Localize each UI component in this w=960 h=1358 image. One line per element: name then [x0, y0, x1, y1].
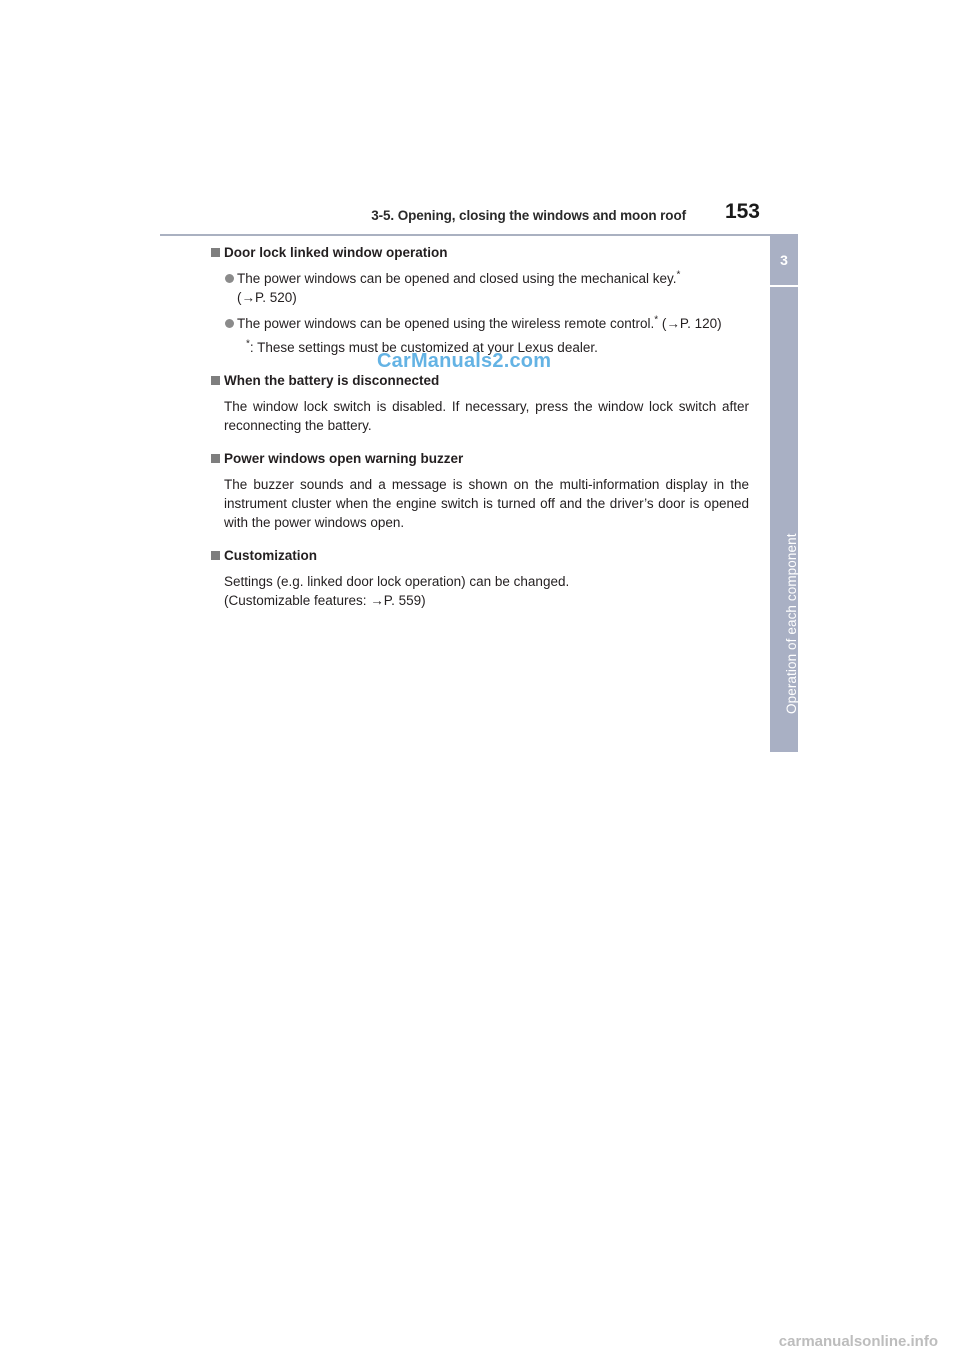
section-battery [211, 371, 749, 435]
section-buzzer [211, 449, 749, 532]
heading-text: Power windows open warning buzzer [224, 451, 464, 466]
round-bullet-icon [225, 319, 234, 328]
chapter-number: 3 [780, 252, 788, 268]
bullet-text: The power windows can be opened and closed using the mechanical key. [237, 271, 677, 286]
section-heading [211, 546, 749, 565]
section-paragraph [211, 572, 749, 610]
list-item [211, 314, 749, 333]
page-reference-link[interactable]: (Customizable features: →P. 559) [224, 593, 426, 608]
footnote-text: : These settings must be customized at your Lexus dealer. [249, 340, 598, 355]
section-heading [211, 449, 749, 468]
section-heading [211, 371, 749, 390]
page-content [211, 243, 749, 624]
heading-text: Customization [224, 548, 317, 563]
footer-watermark: carmanualsonline.info [778, 1333, 938, 1350]
list-item [211, 269, 749, 307]
section-door-lock [211, 243, 749, 357]
side-tab-divider [770, 285, 798, 287]
section-heading [211, 243, 749, 262]
header-title: 3-5. Opening, closing the windows and moon roof [371, 208, 686, 223]
paragraph-line: Settings (e.g. linked door lock operation) can be changed. [224, 574, 570, 589]
section-paragraph: The buzzer sounds and a message is shown on the multi-information display in the instrument cluster when the engine switch is turned off and the driver’s door is opened with the power windows open. [224, 477, 749, 530]
footnote-marker: * [246, 338, 250, 350]
chapter-side-tab[interactable]: 3 Operation of each component [770, 234, 798, 752]
bullet-text: The power windows can be opened using the wireless remote control. [237, 316, 655, 331]
section-paragraph: The window lock switch is disabled. If necessary, press the window lock switch after reconnecting the battery. [224, 399, 749, 433]
square-bullet-icon [211, 551, 220, 560]
page-number: 153 [724, 200, 760, 223]
footnote-marker: * [654, 314, 659, 326]
section-customization [211, 546, 749, 610]
square-bullet-icon [211, 454, 220, 463]
page-header [160, 200, 798, 236]
square-bullet-icon [211, 248, 220, 257]
watermark-logo: CarManuals2.com [377, 350, 552, 372]
heading-text: Door lock linked window operation [224, 245, 448, 260]
round-bullet-icon [225, 274, 234, 283]
footnote-marker: * [676, 269, 681, 281]
page-reference-link[interactable]: (→P. 520) [237, 290, 297, 305]
heading-text: When the battery is disconnected [224, 373, 440, 388]
page-reference-link[interactable]: (→P. 120) [658, 316, 722, 331]
square-bullet-icon [211, 376, 220, 385]
